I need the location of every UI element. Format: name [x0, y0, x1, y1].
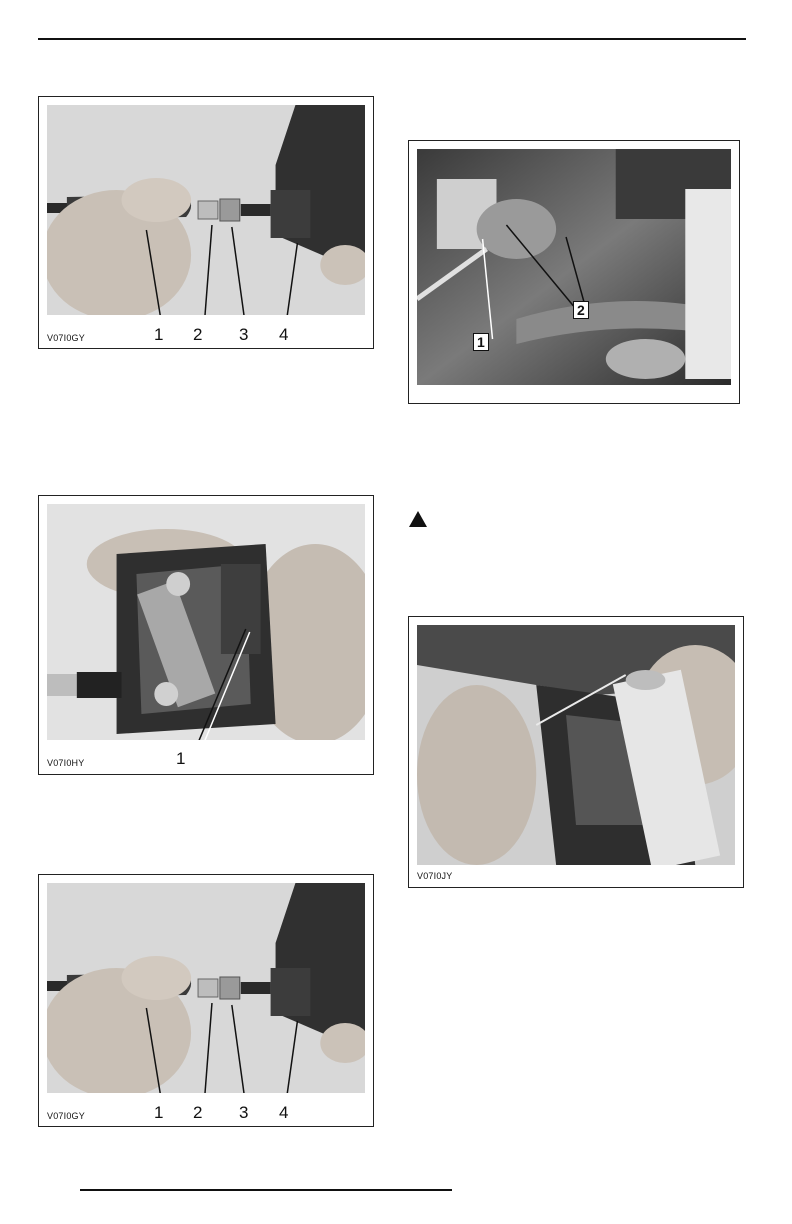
photo-open-housing [47, 504, 365, 740]
callout-4: 4 [279, 1103, 289, 1122]
callout-2: 2 [193, 1103, 203, 1122]
figure-code: V07I0HY [47, 758, 85, 768]
callout-4: 4 [279, 325, 289, 344]
callout-3: 3 [239, 1103, 249, 1122]
callout-2: 2 [193, 325, 203, 344]
figure-cable-connector-bottom [38, 874, 374, 1127]
figure-code: V07I0GY [47, 1111, 85, 1121]
callout-1: 1 [154, 325, 164, 344]
callout-1: 1 [473, 333, 489, 351]
footer-rule [80, 1189, 452, 1191]
callout-3: 3 [239, 325, 249, 344]
photo-cable-connector [47, 105, 365, 315]
callout-2: 2 [573, 301, 589, 319]
photo-cable-connector [47, 883, 365, 1093]
figure-spray-lubricant [408, 616, 744, 888]
warning-triangle-icon [408, 510, 428, 528]
photo-spray-lubricant [417, 625, 735, 865]
header-rule [38, 38, 746, 40]
figure-engine-linkage [408, 140, 740, 404]
figure-open-housing [38, 495, 374, 775]
photo-engine-linkage [417, 149, 731, 385]
callout-1: 1 [154, 1103, 164, 1122]
figure-cable-connector-top [38, 96, 374, 349]
figure-code: V07I0GY [47, 333, 85, 343]
callout-1: 1 [176, 749, 186, 768]
figure-code: V07I0JY [417, 871, 453, 881]
